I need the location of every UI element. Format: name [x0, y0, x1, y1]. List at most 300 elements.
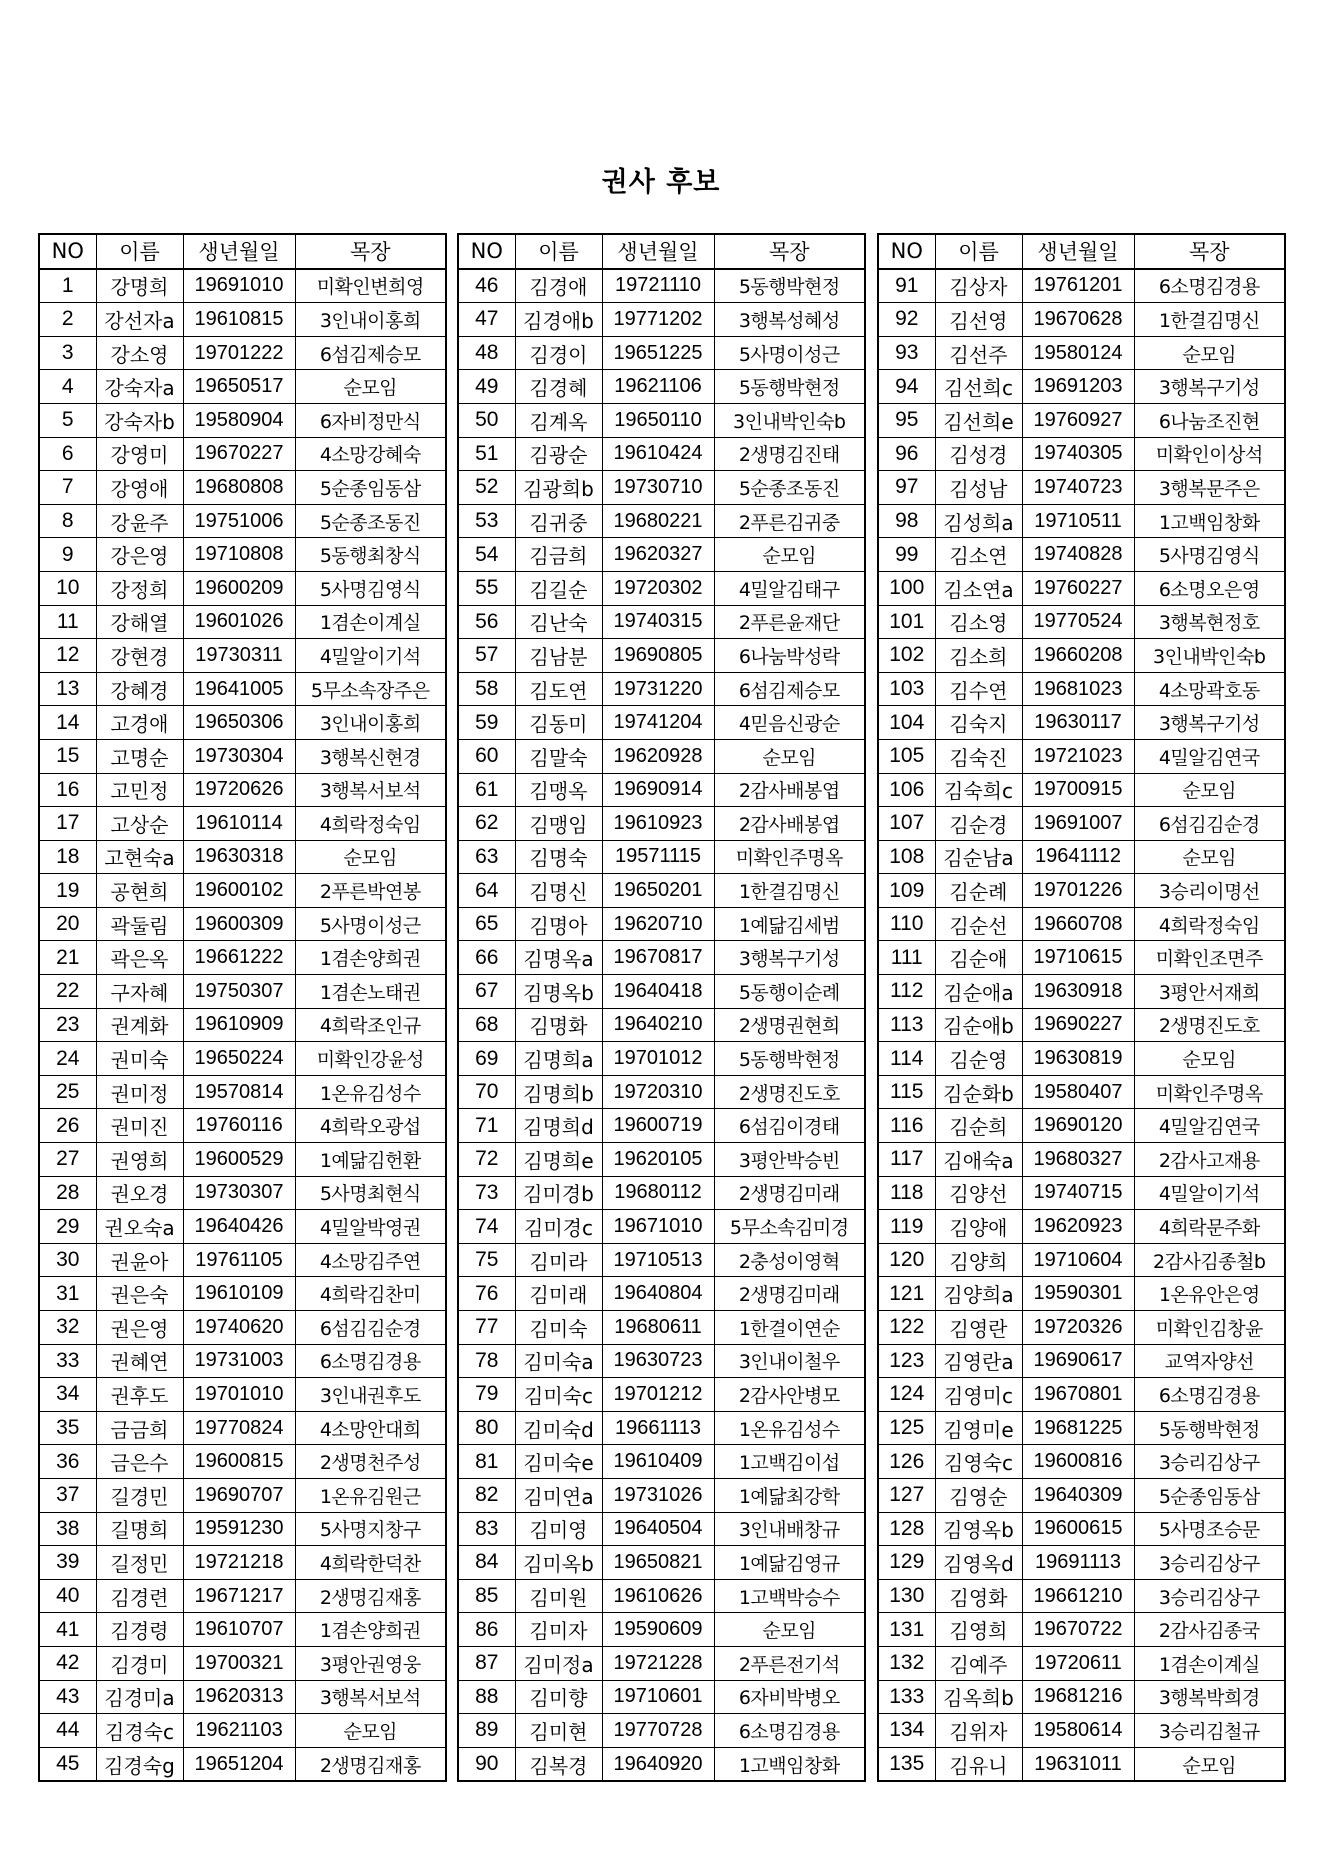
cell-no: 35 [39, 1411, 96, 1445]
cell-birthdate: 19650110 [602, 403, 714, 437]
cell-no: 18 [39, 840, 96, 874]
cell-pastor-group: 4소망안대희 [295, 1411, 446, 1445]
cell-pastor-group: 순모임 [1134, 336, 1285, 370]
table-row [878, 370, 1285, 404]
cell-birthdate: 19651204 [183, 1747, 295, 1781]
cell-birthdate: 19740315 [602, 605, 714, 639]
table-row [39, 1613, 446, 1647]
cell-no: 44 [39, 1714, 96, 1748]
cell-birthdate: 19570814 [183, 1075, 295, 1109]
cell-no: 7 [39, 471, 96, 505]
cell-no: 134 [878, 1714, 935, 1748]
cell-pastor-group: 3승리이명선 [1134, 874, 1285, 908]
cell-no: 110 [878, 907, 935, 941]
cell-name: 김성경 [935, 437, 1022, 471]
cell-pastor-group: 6소명김경용 [1134, 1378, 1285, 1412]
header-name: 이름 [96, 234, 183, 269]
table-row [878, 1277, 1285, 1311]
cell-no: 80 [458, 1411, 515, 1445]
cell-pastor-group: 순모임 [295, 370, 446, 404]
table-row [458, 1042, 865, 1076]
cell-pastor-group: 3평안서재희 [1134, 975, 1285, 1009]
table-row [878, 1378, 1285, 1412]
cell-no: 1 [39, 269, 96, 303]
table-row [458, 639, 865, 673]
cell-pastor-group: 1온유김성수 [295, 1075, 446, 1109]
cell-no: 26 [39, 1109, 96, 1143]
cell-pastor-group: 1겸손노태권 [295, 975, 446, 1009]
cell-birthdate: 19681216 [1022, 1680, 1134, 1714]
cell-no: 104 [878, 706, 935, 740]
cell-birthdate: 19691203 [1022, 370, 1134, 404]
cell-no: 81 [458, 1445, 515, 1479]
cell-pastor-group: 1고백박승수 [714, 1579, 865, 1613]
cell-no: 37 [39, 1478, 96, 1512]
cell-name: 김말숙 [515, 739, 602, 773]
cell-birthdate: 19740715 [1022, 1176, 1134, 1210]
table-row [458, 874, 865, 908]
cell-pastor-group: 1온유김성수 [714, 1411, 865, 1445]
cell-name: 고민정 [96, 773, 183, 807]
cell-no: 83 [458, 1512, 515, 1546]
cell-pastor-group: 4희락정숙임 [295, 807, 446, 841]
cell-birthdate: 19610424 [602, 437, 714, 471]
cell-name: 김미자 [515, 1613, 602, 1647]
cell-no: 135 [878, 1747, 935, 1781]
cell-pastor-group: 5동행이순례 [714, 975, 865, 1009]
cell-birthdate: 19680808 [183, 471, 295, 505]
cell-no: 74 [458, 1210, 515, 1244]
cell-no: 79 [458, 1378, 515, 1412]
cell-name: 김명희b [515, 1075, 602, 1109]
table-row [458, 538, 865, 572]
cell-pastor-group: 4소망강혜숙 [295, 437, 446, 471]
cell-birthdate: 19690914 [602, 773, 714, 807]
cell-no: 9 [39, 538, 96, 572]
page-title: 권사 후보 [601, 167, 721, 198]
cell-name: 김성남 [935, 471, 1022, 505]
cell-pastor-group: 3행복문주은 [1134, 471, 1285, 505]
cell-pastor-group: 1겸손양희권 [295, 941, 446, 975]
cell-name: 권혜연 [96, 1344, 183, 1378]
table-row [458, 571, 865, 605]
table-row [878, 1075, 1285, 1109]
cell-name: 김상자 [935, 269, 1022, 303]
table-row [458, 403, 865, 437]
cell-pastor-group: 4밀알김연국 [1134, 739, 1285, 773]
cell-no: 98 [878, 504, 935, 538]
table-row [458, 840, 865, 874]
table-row [878, 336, 1285, 370]
cell-birthdate: 19720611 [1022, 1646, 1134, 1680]
cell-pastor-group: 5순종조동진 [295, 504, 446, 538]
cell-pastor-group: 2감사배봉엽 [714, 807, 865, 841]
table-row [39, 1008, 446, 1042]
cell-pastor-group: 1한결김명신 [1134, 303, 1285, 337]
table-row [39, 706, 446, 740]
cell-pastor-group: 3평안박승빈 [714, 1143, 865, 1177]
cell-pastor-group: 5동행최창식 [295, 538, 446, 572]
cell-no: 102 [878, 639, 935, 673]
table-row [39, 504, 446, 538]
cell-no: 11 [39, 605, 96, 639]
table-row [39, 1579, 446, 1613]
cell-name: 공현희 [96, 874, 183, 908]
cell-name: 김복경 [515, 1747, 602, 1781]
cell-no: 93 [878, 336, 935, 370]
cell-name: 김경미 [96, 1646, 183, 1680]
table-row [458, 1378, 865, 1412]
cell-name: 김양선 [935, 1176, 1022, 1210]
cell-no: 86 [458, 1613, 515, 1647]
table-row [458, 1311, 865, 1345]
cell-pastor-group: 순모임 [1134, 840, 1285, 874]
cell-no: 72 [458, 1143, 515, 1177]
header-no: NO [39, 234, 96, 269]
cell-pastor-group: 6나눔박성락 [714, 639, 865, 673]
table-row [458, 773, 865, 807]
cell-birthdate: 19630318 [183, 840, 295, 874]
cell-pastor-group: 미확인변희영 [295, 269, 446, 303]
cell-pastor-group: 6자비박병오 [714, 1680, 865, 1714]
cell-name: 김미현 [515, 1714, 602, 1748]
cell-birthdate: 19730307 [183, 1176, 295, 1210]
cell-no: 41 [39, 1613, 96, 1647]
cell-birthdate: 19600816 [1022, 1445, 1134, 1479]
cell-no: 33 [39, 1344, 96, 1378]
cell-birthdate: 19650201 [602, 874, 714, 908]
cell-name: 권윤아 [96, 1243, 183, 1277]
cell-no: 123 [878, 1344, 935, 1378]
table-row [458, 1344, 865, 1378]
cell-pastor-group: 2생명김미래 [714, 1176, 865, 1210]
cell-pastor-group: 3행복구기성 [1134, 370, 1285, 404]
cell-birthdate: 19680611 [602, 1311, 714, 1345]
cell-birthdate: 19670227 [183, 437, 295, 471]
cell-name: 김미영 [515, 1512, 602, 1546]
cell-no: 84 [458, 1546, 515, 1580]
cell-no: 28 [39, 1176, 96, 1210]
cell-no: 77 [458, 1311, 515, 1345]
cell-name: 김성희a [935, 504, 1022, 538]
table-row [458, 1613, 865, 1647]
cell-birthdate: 19591230 [183, 1512, 295, 1546]
cell-birthdate: 19721218 [183, 1546, 295, 1580]
cell-birthdate: 19730304 [183, 739, 295, 773]
cell-name: 구자혜 [96, 975, 183, 1009]
cell-birthdate: 19640920 [602, 1747, 714, 1781]
cell-name: 권오숙a [96, 1210, 183, 1244]
table-row [39, 975, 446, 1009]
cell-name: 김광순 [515, 437, 602, 471]
table-row [458, 1714, 865, 1748]
cell-no: 47 [458, 303, 515, 337]
cell-birthdate: 19670722 [1022, 1613, 1134, 1647]
table-row [458, 303, 865, 337]
cell-birthdate: 19621106 [602, 370, 714, 404]
cell-no: 62 [458, 807, 515, 841]
header-name: 이름 [935, 234, 1022, 269]
cell-pastor-group: 6소명오은영 [1134, 571, 1285, 605]
table-row [458, 1478, 865, 1512]
cell-birthdate: 19580124 [1022, 336, 1134, 370]
cell-pastor-group: 6소명김경용 [1134, 269, 1285, 303]
table-row [878, 303, 1285, 337]
cell-no: 48 [458, 336, 515, 370]
cell-birthdate: 19670817 [602, 941, 714, 975]
table-row [458, 504, 865, 538]
cell-name: 김경숙c [96, 1714, 183, 1748]
cell-birthdate: 19740305 [1022, 437, 1134, 471]
cell-no: 19 [39, 874, 96, 908]
table-row [878, 1478, 1285, 1512]
cell-no: 130 [878, 1579, 935, 1613]
cell-pastor-group: 4밀알박영권 [295, 1210, 446, 1244]
cell-birthdate: 19640504 [602, 1512, 714, 1546]
cell-birthdate: 19771202 [602, 303, 714, 337]
cell-birthdate: 19701212 [602, 1378, 714, 1412]
header-pastor-group: 목장 [1134, 234, 1285, 269]
cell-no: 114 [878, 1042, 935, 1076]
cell-no: 75 [458, 1243, 515, 1277]
table-row [458, 1546, 865, 1580]
cell-pastor-group: 1고백김이섭 [714, 1445, 865, 1479]
cell-name: 김영희 [935, 1613, 1022, 1647]
cell-birthdate: 19610923 [602, 807, 714, 841]
cell-name: 강명희 [96, 269, 183, 303]
cell-birthdate: 19721023 [1022, 739, 1134, 773]
cell-birthdate: 19761105 [183, 1243, 295, 1277]
cell-birthdate: 19721110 [602, 269, 714, 303]
cell-no: 101 [878, 605, 935, 639]
cell-no: 54 [458, 538, 515, 572]
cell-birthdate: 19710513 [602, 1243, 714, 1277]
cell-pastor-group: 5사명김영식 [1134, 538, 1285, 572]
table-row [878, 403, 1285, 437]
cell-no: 96 [878, 437, 935, 471]
table-row [878, 1143, 1285, 1177]
cell-birthdate: 19640426 [183, 1210, 295, 1244]
cell-no: 15 [39, 739, 96, 773]
cell-pastor-group: 3행복박희경 [1134, 1680, 1285, 1714]
cell-pastor-group: 미확인강윤성 [295, 1042, 446, 1076]
cell-name: 김미래 [515, 1277, 602, 1311]
cell-birthdate: 19631011 [1022, 1747, 1134, 1781]
cell-no: 31 [39, 1277, 96, 1311]
table-row [878, 941, 1285, 975]
cell-birthdate: 19630723 [602, 1344, 714, 1378]
cell-no: 10 [39, 571, 96, 605]
cell-pastor-group: 5사명김영식 [295, 571, 446, 605]
cell-name: 김미향 [515, 1680, 602, 1714]
table-row [458, 1512, 865, 1546]
cell-birthdate: 19600102 [183, 874, 295, 908]
cell-birthdate: 19610409 [602, 1445, 714, 1479]
cell-name: 길정민 [96, 1546, 183, 1580]
cell-name: 김계옥 [515, 403, 602, 437]
cell-pastor-group: 1고백임창화 [1134, 504, 1285, 538]
cell-pastor-group: 2감사김종철b [1134, 1243, 1285, 1277]
cell-pastor-group: 2생명김재홍 [295, 1747, 446, 1781]
cell-birthdate: 19650306 [183, 706, 295, 740]
table-row [39, 471, 446, 505]
cell-pastor-group: 3행복구기성 [1134, 706, 1285, 740]
cell-no: 34 [39, 1378, 96, 1412]
cell-pastor-group: 1고백임창화 [714, 1747, 865, 1781]
table-row [458, 336, 865, 370]
cell-name: 김순애a [935, 975, 1022, 1009]
cell-name: 김영순 [935, 1478, 1022, 1512]
table-row [39, 605, 446, 639]
cell-no: 113 [878, 1008, 935, 1042]
cell-no: 99 [878, 538, 935, 572]
cell-birthdate: 19610109 [183, 1277, 295, 1311]
cell-no: 132 [878, 1646, 935, 1680]
table-row [878, 1344, 1285, 1378]
cell-pastor-group: 2생명김진태 [714, 437, 865, 471]
cell-pastor-group: 5사명이성근 [295, 907, 446, 941]
cell-pastor-group: 3인내이홍희 [295, 303, 446, 337]
cell-pastor-group: 순모임 [714, 1613, 865, 1647]
cell-no: 16 [39, 773, 96, 807]
cell-no: 63 [458, 840, 515, 874]
cell-pastor-group: 1예닮김헌환 [295, 1143, 446, 1177]
cell-name: 김순애 [935, 941, 1022, 975]
cell-pastor-group: 5순종임동삼 [295, 471, 446, 505]
cell-birthdate: 19621103 [183, 1714, 295, 1748]
table-row [39, 739, 446, 773]
table-row [458, 1008, 865, 1042]
cell-birthdate: 19750307 [183, 975, 295, 1009]
cell-birthdate: 19670628 [1022, 303, 1134, 337]
table-row [878, 1512, 1285, 1546]
cell-pastor-group: 2생명김미래 [714, 1277, 865, 1311]
cell-pastor-group: 5동행박현정 [714, 1042, 865, 1076]
header-birthdate: 생년월일 [1022, 234, 1134, 269]
cell-name: 고상순 [96, 807, 183, 841]
cell-birthdate: 19770728 [602, 1714, 714, 1748]
cell-birthdate: 19680112 [602, 1176, 714, 1210]
cell-name: 강정희 [96, 571, 183, 605]
cell-birthdate: 19610626 [602, 1579, 714, 1613]
cell-name: 김영숙c [935, 1445, 1022, 1479]
cell-birthdate: 19661113 [602, 1411, 714, 1445]
table-row [878, 1210, 1285, 1244]
cell-birthdate: 19610114 [183, 807, 295, 841]
cell-name: 김순경 [935, 807, 1022, 841]
cell-name: 김순선 [935, 907, 1022, 941]
cell-pastor-group: 6소명김경용 [714, 1714, 865, 1748]
cell-name: 길경민 [96, 1478, 183, 1512]
cell-birthdate: 19721228 [602, 1646, 714, 1680]
cell-name: 길명희 [96, 1512, 183, 1546]
cell-birthdate: 19701012 [602, 1042, 714, 1076]
cell-no: 66 [458, 941, 515, 975]
cell-name: 김명희e [515, 1143, 602, 1177]
cell-name: 김소연a [935, 571, 1022, 605]
table-row [458, 1680, 865, 1714]
cell-pastor-group: 2감사김종국 [1134, 1613, 1285, 1647]
cell-name: 김미숙 [515, 1311, 602, 1345]
cell-no: 42 [39, 1646, 96, 1680]
cell-name: 김금희 [515, 538, 602, 572]
cell-pastor-group: 4희락조인규 [295, 1008, 446, 1042]
cell-name: 김맹임 [515, 807, 602, 841]
cell-no: 122 [878, 1311, 935, 1345]
table-row [878, 706, 1285, 740]
cell-no: 103 [878, 672, 935, 706]
cell-no: 46 [458, 269, 515, 303]
table-row [458, 1277, 865, 1311]
cell-name: 권계화 [96, 1008, 183, 1042]
table-row [878, 739, 1285, 773]
cell-name: 김미경b [515, 1176, 602, 1210]
cell-no: 109 [878, 874, 935, 908]
cell-no: 23 [39, 1008, 96, 1042]
cell-birthdate: 19620928 [602, 739, 714, 773]
cell-birthdate: 19630117 [1022, 706, 1134, 740]
cell-birthdate: 19580407 [1022, 1075, 1134, 1109]
cell-pastor-group: 3평안권영웅 [295, 1646, 446, 1680]
cell-name: 권은영 [96, 1311, 183, 1345]
cell-name: 김길순 [515, 571, 602, 605]
cell-birthdate: 19610707 [183, 1613, 295, 1647]
cell-no: 111 [878, 941, 935, 975]
cell-name: 강소영 [96, 336, 183, 370]
cell-no: 60 [458, 739, 515, 773]
cell-name: 강혜경 [96, 672, 183, 706]
cell-no: 64 [458, 874, 515, 908]
cell-pastor-group: 4희락오광섭 [295, 1109, 446, 1143]
cell-no: 21 [39, 941, 96, 975]
cell-pastor-group: 3인내배창규 [714, 1512, 865, 1546]
cell-birthdate: 19710601 [602, 1680, 714, 1714]
cell-pastor-group: 미확인김창윤 [1134, 1311, 1285, 1345]
cell-pastor-group: 순모임 [295, 1714, 446, 1748]
cell-birthdate: 19681225 [1022, 1411, 1134, 1445]
cell-no: 43 [39, 1680, 96, 1714]
cell-pastor-group: 1예닮최강학 [714, 1478, 865, 1512]
table-row [878, 975, 1285, 1009]
cell-name: 김순애b [935, 1008, 1022, 1042]
table-row [39, 437, 446, 471]
table-row [878, 907, 1285, 941]
cell-pastor-group: 5사명지창구 [295, 1512, 446, 1546]
cell-birthdate: 19600615 [1022, 1512, 1134, 1546]
table-row [39, 538, 446, 572]
cell-name: 김경애 [515, 269, 602, 303]
table-header-row [39, 234, 446, 269]
table-row [39, 941, 446, 975]
cell-pastor-group: 2감사배봉엽 [714, 773, 865, 807]
cell-no: 82 [458, 1478, 515, 1512]
cell-name: 김양희 [935, 1243, 1022, 1277]
table-row [458, 1411, 865, 1445]
cell-pastor-group: 1예닮김영규 [714, 1546, 865, 1580]
cell-pastor-group: 교역자양선 [1134, 1344, 1285, 1378]
cell-no: 70 [458, 1075, 515, 1109]
cell-name: 김맹옥 [515, 773, 602, 807]
header-pastor-group: 목장 [714, 234, 865, 269]
cell-name: 김위자 [935, 1714, 1022, 1748]
cell-name: 강영미 [96, 437, 183, 471]
table-row [458, 1579, 865, 1613]
table-row [878, 605, 1285, 639]
cell-name: 김명옥b [515, 975, 602, 1009]
cell-pastor-group: 3승리김상구 [1134, 1579, 1285, 1613]
cell-birthdate: 19580904 [183, 403, 295, 437]
table-row [39, 1478, 446, 1512]
